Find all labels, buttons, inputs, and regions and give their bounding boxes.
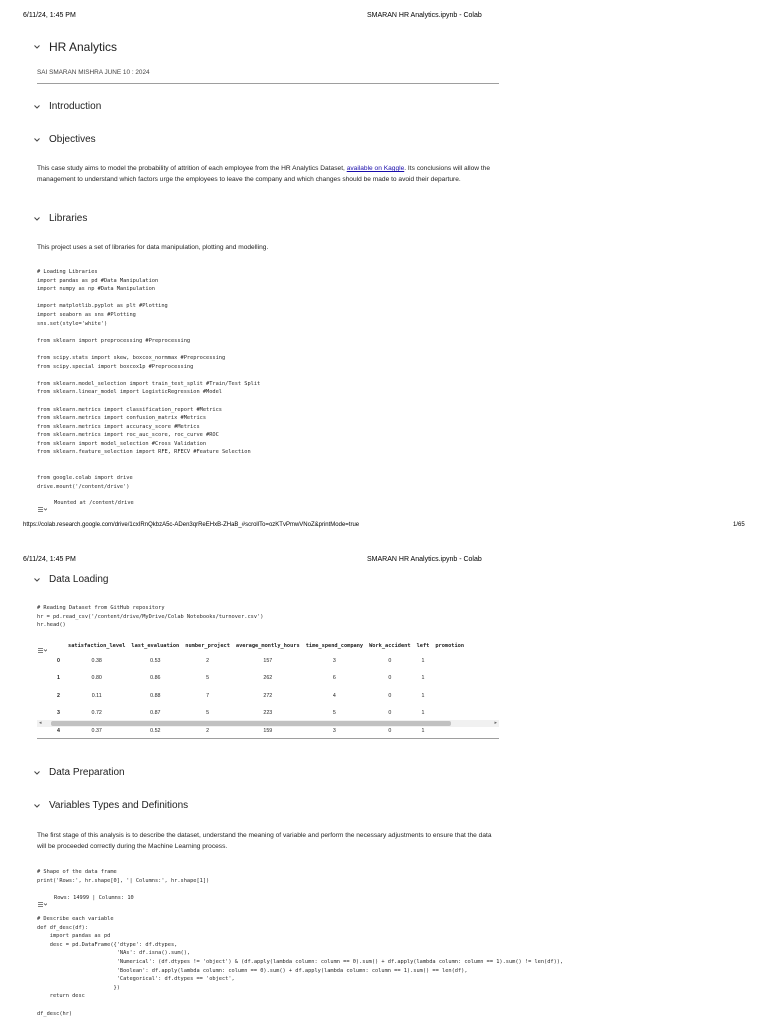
table-cell: 1: [421, 675, 425, 682]
collapse-chevron-icon[interactable]: [33, 136, 41, 144]
divider: [37, 83, 499, 84]
table-header-cell: satisfaction_level: [68, 643, 126, 649]
section-libraries: Libraries: [49, 213, 88, 224]
table-cell: 262: [263, 675, 273, 682]
output-toggle-icon[interactable]: [37, 500, 47, 507]
table-cell: 6: [332, 675, 336, 682]
table-cell: 3: [332, 727, 336, 734]
table-cell: 2: [206, 657, 210, 664]
table-cell: 0.86: [150, 675, 161, 682]
table-cell: 0.52: [150, 727, 161, 734]
collapse-chevron-icon[interactable]: [33, 215, 41, 223]
table-cell: 1: [421, 710, 425, 717]
collapse-chevron-icon[interactable]: [33, 802, 41, 810]
drive-output: Mounted at /content/drive: [54, 500, 134, 506]
table-cell: [432, 670, 467, 688]
table-row: [37, 670, 467, 688]
table-cell: 5: [206, 675, 210, 682]
section-objectives: Objectives: [49, 134, 96, 145]
table-cell: 5: [332, 710, 336, 717]
table-cell: 0: [388, 692, 392, 699]
collapse-chevron-icon[interactable]: [33, 769, 41, 777]
table-cell: 272: [263, 692, 273, 699]
scroll-left-icon[interactable]: ◂: [39, 720, 42, 726]
variables-paragraph: The first stage of this analysis is to describe the dataset, understand the meaning of variable and perform the necessary adjustments to ensure that the data will be proceeded correctly during the Machine Learning process.: [37, 832, 492, 850]
shape-output: Rows: 14999 | Columns: 10: [54, 895, 134, 901]
table-cell: 1: [421, 727, 425, 734]
row-index: 0: [57, 657, 60, 664]
table-cell: 1: [421, 657, 425, 664]
row-index: 3: [57, 710, 60, 717]
table-cell: 0.87: [150, 710, 161, 717]
print-title: SMARAN HR Analytics.ipynb - Colab: [367, 556, 482, 563]
output-toggle-icon[interactable]: [37, 895, 47, 902]
table-cell: 159: [263, 727, 273, 734]
code-cell-call[interactable]: df_desc(hr): [37, 1011, 73, 1017]
table-header-cell: [37, 640, 65, 652]
table-cell: 1: [421, 692, 425, 699]
row-index: 2: [57, 692, 60, 699]
row-index: 1: [57, 675, 60, 682]
table-cell: 0.88: [150, 692, 161, 699]
table-cell: 0: [388, 710, 392, 717]
table-header-cell: average_montly_hours: [235, 643, 300, 649]
code-cell-drive[interactable]: from google.colab import drive drive.mount('/content/drive'): [37, 475, 133, 490]
table-cell: 5: [206, 710, 210, 717]
notebook-title: HR Analytics: [49, 40, 118, 54]
kaggle-link[interactable]: available on Kaggle: [346, 165, 405, 172]
table-cell: 0: [388, 657, 392, 664]
code-cell-read[interactable]: # Reading Dataset from GitHub repository hr = pd.read_csv('/content/drive/MyDrive/Colab Notebooks/turnover.csv') hr.head(): [37, 605, 264, 629]
collapse-chevron-icon[interactable]: [33, 103, 41, 111]
table-cell: 0: [388, 675, 392, 682]
divider: [37, 738, 499, 739]
section-data-preparation: Data Preparation: [49, 767, 125, 778]
table-header-cell: left: [416, 643, 430, 649]
table-cell: 0.80: [91, 675, 102, 682]
table-header-cell: time_spend_company: [305, 643, 364, 649]
section-introduction: Introduction: [49, 101, 102, 112]
table-cell: 0: [388, 727, 392, 734]
code-cell-desc[interactable]: # Describe each variable def df_desc(df): import pandas as pd desc = pd.DataFrame({'dtype': df.dtypes, 'NAs': df.isna().sum(), 'Numerical': (df.dtypes != 'object') & (df.apply(lambda column: column == 0).sum() + df.apply(lambda column: column == 1).sum() != len(df)), 'Boolean': df.apply(lambda column: column == 0).sum() + df.apply(lambda column: column == 1).sum() == len(df), 'Categorical': df.dtypes == 'object', }) return desc: [37, 916, 564, 1000]
scroll-right-icon[interactable]: ▸: [494, 720, 497, 726]
table-cell: 0.38: [91, 657, 102, 664]
table-header-cell: last_evaluation: [131, 643, 180, 649]
table-header-cell: number_project: [185, 643, 230, 649]
table-row: [37, 652, 467, 670]
table-header-cell: promotion: [435, 643, 465, 649]
scrollbar-thumb[interactable]: [51, 721, 451, 726]
table-cell: 3: [332, 657, 336, 664]
table-cell: 0.11: [91, 692, 102, 699]
code-cell-imports[interactable]: # Loading Libraries import pandas as pd #Data Manipulation import numpy as np #Data Manipulation import matplotlib.pyplot as plt #Plotting import seaborn as sns #Plotting sns.set(style='white') from sklearn import preprocessing #Preprocessing from scipy.stats import skew, boxcox_normmax #Preprocessing from scipy.special import boxcox1p #Preprocessing from sklearn.model_selection import train_test_split #Train/Test Split from sklearn.linear_model import LogisticRegression #Model from sklearn.metrics import classification_report #Metrics from sklearn.metrics import confusion_matrix #Metrics from sklearn.metrics import accuracy_score #Metrics from sklearn.metrics import roc_auc_score, roc_curve #ROC from sklearn import model_selection #Cross Validation from sklearn.feature_selection import RFE, RFECV #Feature Selection: [37, 269, 261, 456]
section-data-loading: Data Loading: [49, 574, 109, 585]
objectives-paragraph: This case study aims to model the probability of attrition of each employee from the HR Analytics Dataset, available on Kaggle. Its conclusions will allow the management to understand which factors urge the employees to leave the company and which changes should be made to avoid their departure.: [37, 165, 491, 183]
table-cell: 0.72: [91, 710, 102, 717]
collapse-chevron-icon[interactable]: [33, 43, 41, 51]
table-cell: 4: [332, 692, 336, 699]
row-index: 4: [57, 727, 60, 734]
print-page-number: 1/65: [733, 522, 745, 528]
table-cell: 157: [263, 657, 273, 664]
table-cell: [432, 687, 467, 705]
table-cell: 7: [206, 692, 210, 699]
author-line: SAI SMARAN MISHRA JUNE 10 : 2024: [37, 69, 150, 76]
table-cell: 0.53: [150, 657, 161, 664]
print-datetime: 6/11/24, 1:45 PM: [23, 556, 76, 563]
print-url: https://colab.research.google.com/drive/1cxIRnQkbzA5c-ADen3qrReEHxB-ZHaB_#scrollTo=ozKTvPmwVNoZ&printMode=true: [23, 522, 360, 528]
print-title: SMARAN HR Analytics.ipynb - Colab: [367, 12, 482, 19]
table-cell: 0.37: [91, 727, 102, 734]
code-cell-shape[interactable]: # Shape of the data frame print('Rows:', hr.shape[0], '| Columns:', hr.shape[1]): [37, 869, 210, 884]
print-datetime: 6/11/24, 1:45 PM: [23, 12, 76, 19]
table-row: [37, 687, 467, 705]
libraries-paragraph: This project uses a set of libraries for data manipulation, plotting and modelling.: [37, 244, 269, 251]
horizontal-scrollbar[interactable]: [37, 720, 499, 727]
table-cell: [432, 652, 467, 670]
table-cell: 223: [263, 710, 273, 717]
collapse-chevron-icon[interactable]: [33, 576, 41, 584]
table-header-cell: Work_accident: [369, 643, 411, 649]
section-variables-types: Variables Types and Definitions: [49, 800, 189, 811]
table-cell: 2: [206, 727, 210, 734]
